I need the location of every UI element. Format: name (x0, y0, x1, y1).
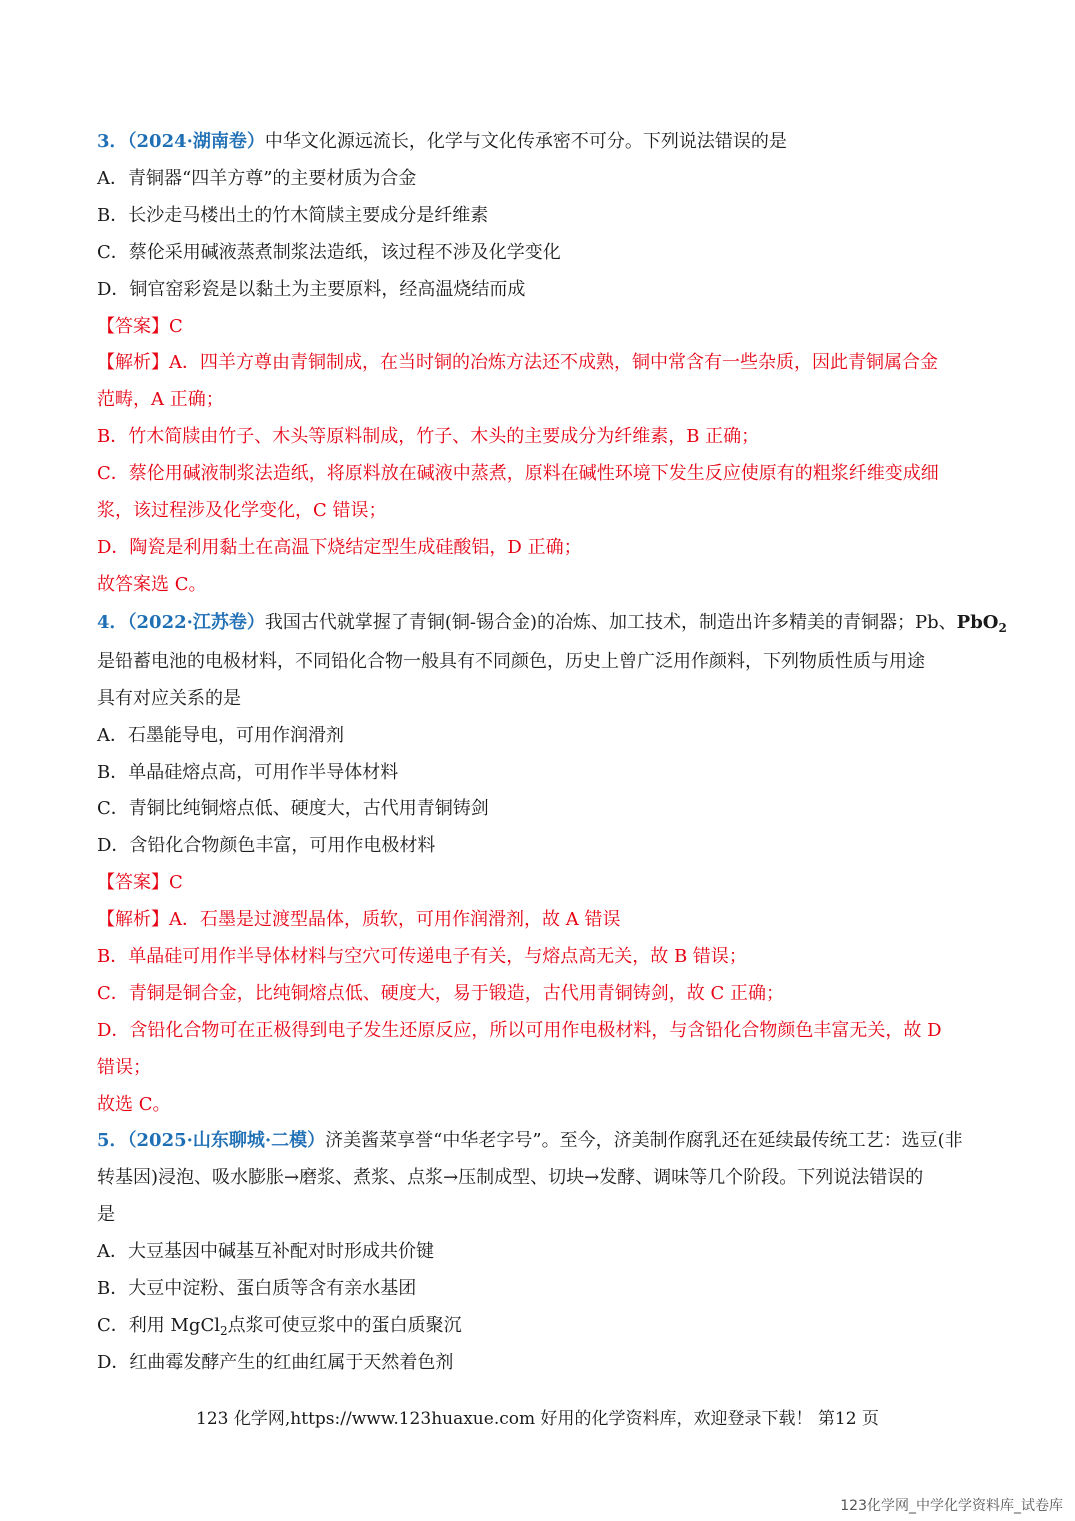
q5-stem-line: 是 (97, 1204, 115, 1225)
q4-stem (97, 610, 1007, 636)
q5-stem-line: 转基因)浸泡、吸水膨胀→磨浆、煮浆、点浆→压制成型、切块→发酵、调味等几个阶段。下列说法错误的 (97, 1167, 924, 1188)
q4-stem-text: 我国古代就掌握了青铜(铜-锡合金)的冶炼、加工技术，制造出许多精美的青铜器；Pb、 (264, 612, 957, 633)
q3-number: 3． (97, 131, 128, 152)
q3-stem-text: 中华文化源远流长，化学与文化传承密不可分。下列说法错误的是 (264, 131, 787, 152)
q4-analysis-line: 错误； (97, 1057, 151, 1078)
q3-source: （2024·湖南卷） (127, 131, 265, 152)
q3-option-b: B．长沙走马楼出土的竹木简牍主要成分是纤维素 (97, 205, 489, 226)
q4-conclusion: 故选 C。 (97, 1094, 171, 1115)
q4-number: 4． (97, 612, 128, 633)
q5-option-a: A．大豆基因中碱基互补配对时形成共价键 (97, 1241, 434, 1262)
q5-source: （2025·山东聊城·二模） (127, 1130, 326, 1151)
q3-answer: 【答案】C (97, 316, 183, 337)
q5-stem-text: 济美酱菜享誉“中华老字号”。至今，济美制作腐乳还在延续最传统工艺：选豆(非 (325, 1130, 963, 1151)
q3-option-c: C．蔡伦采用碱液蒸煮制浆法造纸，该过程不涉及化学变化 (97, 242, 561, 263)
site-watermark: 123化学网_中学化学资料库_试卷库 (840, 1498, 1063, 1514)
q3-conclusion: 故答案选 C。 (97, 574, 207, 595)
q3-analysis-line: B．竹木简牍由竹子、木头等原料制成，竹子、木头的主要成分为纤维素，B 正确； (97, 426, 760, 447)
q4-stem-line: 是铅蓄电池的电极材料，不同铅化合物一般具有不同颜色，历史上曾广泛用作颜料，下列物质性质与用途 (97, 651, 925, 672)
q4-option-b: B．单晶硅熔点高，可用作半导体材料 (97, 762, 399, 783)
q5-option-d: D．红曲霉发酵产生的红曲红属于天然着色剂 (97, 1352, 454, 1373)
q5-option-c: C．利用 MgCl$_2$点浆可使豆浆中的蛋白质聚沉 (97, 1315, 462, 1338)
q3-stem (97, 129, 997, 155)
q4-analysis-line: C．青铜是铜合金，比纯铜熔点低、硬度大，易于锻造，古代用青铜铸剑，故 C 正确； (97, 983, 784, 1004)
q4-option-a: A．石墨能导电，可用作润滑剂 (97, 725, 344, 746)
q4-analysis-line: D．含铅化合物可在正极得到电子发生还原反应，所以可用作电极材料，与含铅化合物颜色丰富无关，故 D (97, 1020, 942, 1041)
q4-stem-line: 具有对应关系的是 (97, 688, 241, 709)
q4-analysis-line: 【解析】A．石墨是过渡型晶体，质软，可用作润滑剂，故 A 错误 (97, 909, 621, 930)
q4-source: （2022·江苏卷） (127, 612, 265, 633)
q3-analysis-line: D．陶瓷是利用黏土在高温下烧结定型生成硅酸铝，D 正确； (97, 537, 582, 558)
q4-option-c: C．青铜比纯铜熔点低、硬度大，古代用青铜铸剑 (97, 798, 489, 819)
q3-option-a: A．青铜器“四羊方尊”的主要材质为合金 (97, 168, 417, 189)
q3-analysis-line: 范畴，A 正确； (97, 389, 224, 410)
q4-answer: 【答案】C (97, 872, 183, 893)
q4-analysis-line: B．单晶硅可用作半导体材料与空穴可传递电子有关，与熔点高无关，故 B 错误； (97, 946, 747, 967)
q5-number: 5． (97, 1130, 128, 1151)
q3-analysis-line: 浆，该过程涉及化学变化，C 错误； (97, 500, 387, 521)
page-footer: 123 化学网,https://www.123huaxue.com 好用的化学资料库，欢迎登录下载！ 第12 页 (196, 1409, 879, 1429)
q5-option-b: B．大豆中淀粉、蛋白质等含有亲水基团 (97, 1278, 417, 1299)
q3-analysis-line: C．蔡伦用碱液制浆法造纸，将原料放在碱液中蒸煮，原料在碱性环境下发生反应使原有的粗浆纤维变成细 (97, 463, 939, 484)
q4-formula: PbO$_2$ (956, 612, 1007, 635)
q3-analysis-line: 【解析】A．四羊方尊由青铜制成，在当时铜的冶炼方法还不成熟，铜中常含有一些杂质，因此青铜属合金 (97, 352, 938, 373)
q4-option-d: D．含铅化合物颜色丰富，可用作电极材料 (97, 835, 436, 856)
q3-option-d: D．铜官窑彩瓷是以黏土为主要原料，经高温烧结而成 (97, 279, 526, 300)
q5-stem (97, 1128, 997, 1154)
